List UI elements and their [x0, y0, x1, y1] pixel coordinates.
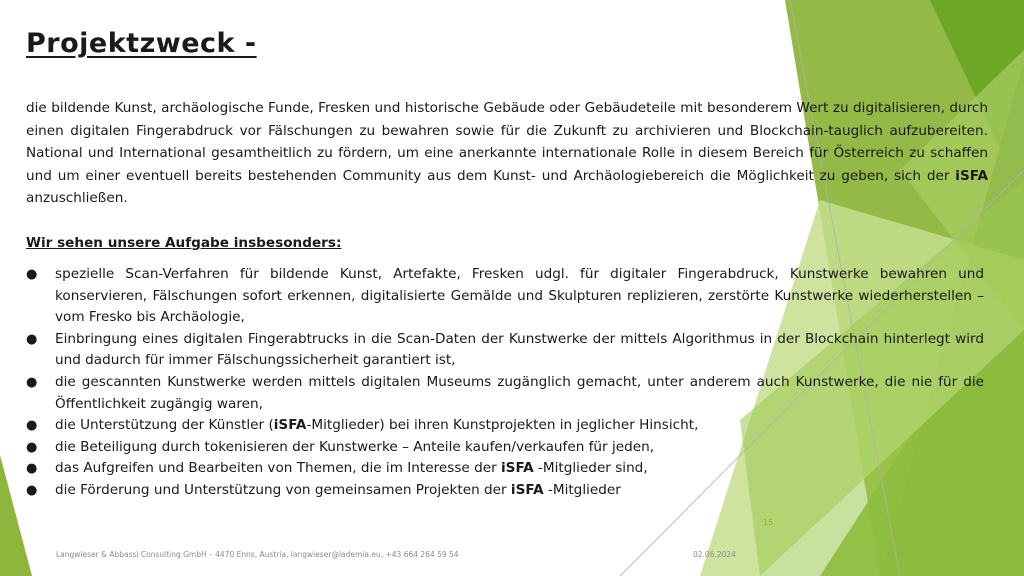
list-item-text: -Mitglieder) bei ihren Kunstprojekten in jeglicher Hinsicht,: [306, 417, 699, 434]
bullet-icon: ●: [26, 267, 38, 282]
list-item-text: das Aufgreifen und Bearbeiten von Themen, die im Interesse der: [55, 460, 501, 477]
isfa-brand: iSFA: [955, 167, 988, 184]
intro-text-end: anzuschließen.: [26, 190, 128, 207]
list-item-text: -Mitglieder: [543, 481, 621, 498]
list-item: [26, 329, 984, 372]
bullet-icon: ●: [26, 439, 38, 455]
list-item-text: spezielle Scan-Verfahren für bildende Kunst, Artefakte, Fresken udgl. für digitaler Fingerabdruck, Kunstwerke bewahren und konservieren, Fälschungen sofort erkennen, digitalisierte Gemälde und Skulpturen replizieren, zerstörte Kunstwerke wiederherstellen – vom Fresko bis Archäologie,: [55, 266, 984, 326]
list-item-text: die Förderung und Unterstützung von gemeinsamen Projekten der: [55, 481, 511, 498]
list-item: [26, 264, 984, 329]
bullet-icon: ●: [26, 461, 38, 477]
page-number: 15: [763, 518, 774, 527]
list-item: [26, 372, 984, 415]
bullet-icon: ●: [26, 331, 38, 347]
list-item-text: -Mitglieder sind,: [533, 460, 648, 477]
list-item: [26, 437, 984, 459]
isfa-brand: iSFA: [273, 417, 307, 434]
footer-contact: Langwieser & Abbassi Consulting GmbH – 4470 Enns, Austria, langwieser@lademia.eu, +43 664 264 59 54: [56, 550, 459, 559]
tasks-list: [26, 264, 984, 502]
slide-title: Projektzweck -: [26, 28, 257, 59]
list-item-text: die gescannten Kunstwerke werden mittels digitalen Museums zugänglich gemacht, unter anderem auch Kunstwerke, die nie für die Öffentlichkeit zugängig waren,: [55, 373, 984, 412]
isfa-brand: iSFA: [510, 481, 544, 498]
intro-text: die bildende Kunst, archäologische Funde, Fresken und historische Gebäude oder Gebäudeteile mit besonderem Wert zu digitalisieren, durch einen digitalen Fingerabdruck vor Fälschungen zu bewahren sowie für die Zukunft zu archivieren und Blockchain-tauglich aufzubereiten. National und International gesamtheitlich zu fördern, um eine anerkannte internationale Rolle in diesem Bereich für Österreich zu schaffen und um einer eventuell bereits bestehenden Community aus dem Kunst- und Archäologiebereich die Möglichkeit zu geben, sich der: [26, 100, 988, 184]
list-item: [26, 415, 984, 437]
footer-date: 02.06.2024: [693, 550, 736, 559]
tasks-heading: Wir sehen unsere Aufgabe insbesonders:: [26, 235, 342, 251]
bullet-icon: ●: [26, 418, 38, 434]
bullet-icon: ●: [26, 374, 38, 390]
list-item-text: Einbringung eines digitalen Fingerabtrucks in die Scan-Daten der Kunstwerke der mittels Algorithmus in der Blockchain hinterlegt wird und dadurch für immer Fälschungssicherheit garantiert ist,: [55, 330, 984, 369]
list-item: [26, 458, 984, 480]
bullet-icon: ●: [26, 482, 38, 498]
isfa-brand: iSFA: [501, 460, 534, 477]
intro-paragraph: [26, 97, 988, 210]
list-item: [26, 480, 984, 502]
list-item-text: die Unterstützung der Künstler (: [55, 417, 274, 434]
list-item-text: die Beteiligung durch tokenisieren der Kunstwerke – Anteile kaufen/verkaufen für jeden,: [55, 438, 655, 455]
